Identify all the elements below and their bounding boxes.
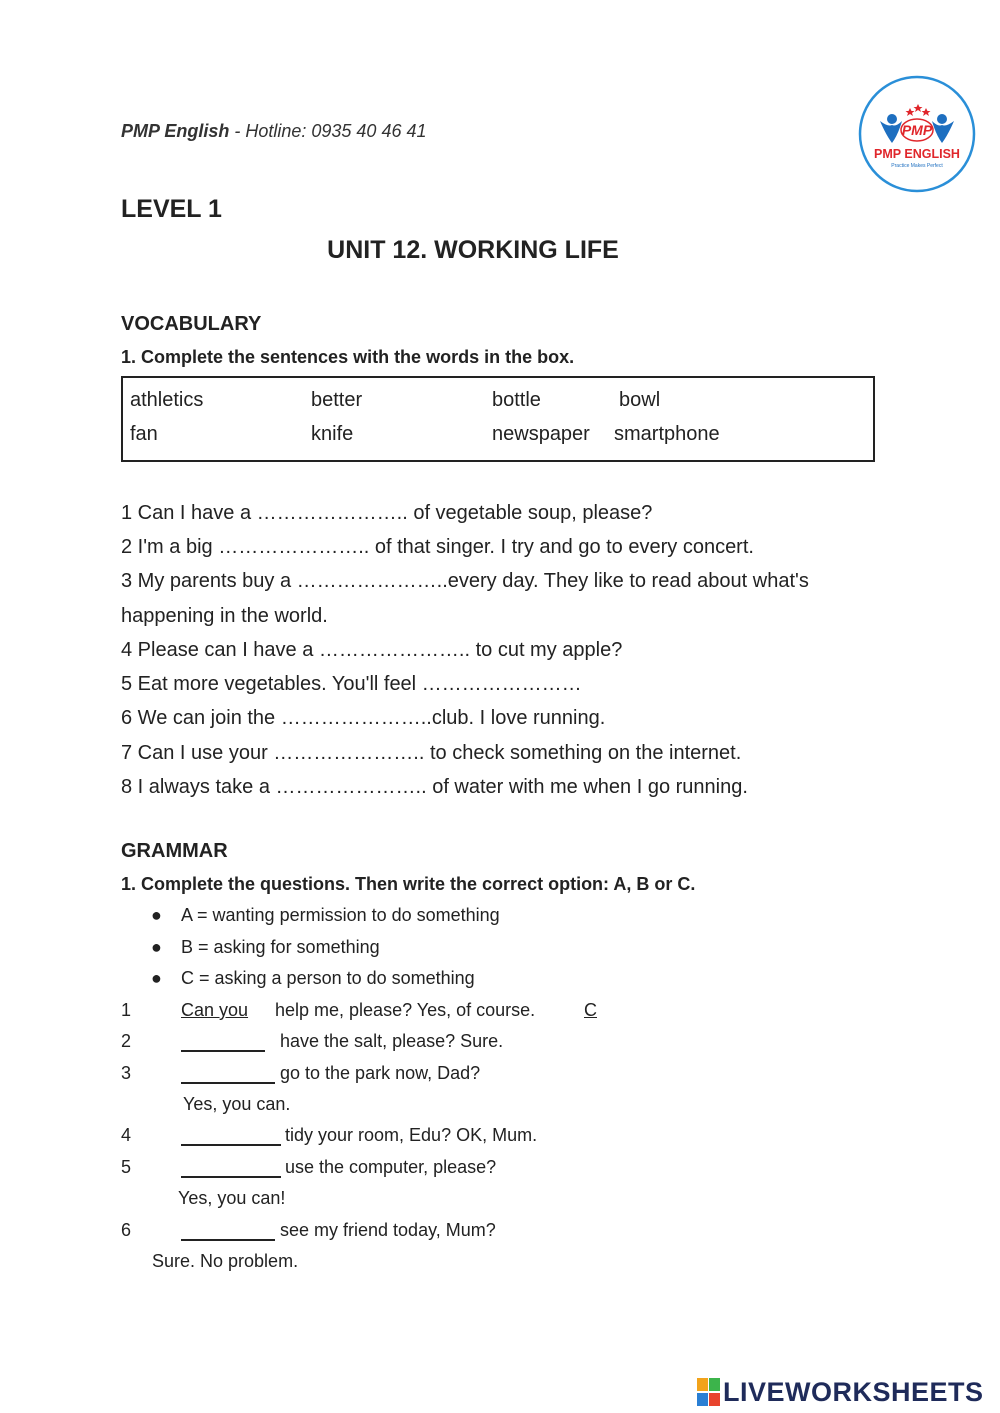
option-answer: C <box>584 1000 597 1020</box>
question-text: use the computer, please? <box>285 1157 497 1177</box>
level-title: LEVEL 1 <box>121 195 222 223</box>
question-text: tidy your room, Edu? OK, Mum. <box>285 1125 538 1145</box>
word-item: bowl <box>619 389 661 411</box>
question-text: go to the park now, Dad? <box>280 1063 481 1083</box>
word-box <box>121 376 875 462</box>
reply-text: Yes, you can! <box>178 1188 286 1208</box>
option-item: ● B = asking for something <box>151 937 380 957</box>
vocab-sentence: 1 Can I have a ………………….. of vegetable soup, please? <box>121 502 653 524</box>
hotline-text: - Hotline: 0935 40 46 41 <box>229 121 427 141</box>
liveworksheets-footer <box>697 1376 995 1410</box>
grammar-instruction: 1. Complete the questions. Then write the correct option: A, B or C. <box>121 874 696 894</box>
word-item: fan <box>130 423 158 445</box>
question-number: 2 <box>121 1031 132 1051</box>
liveworksheets-logo-icon <box>697 1378 721 1408</box>
logo-name: PMP ENGLISH <box>874 147 960 161</box>
answer-blank[interactable] <box>181 1158 281 1183</box>
brand-name: PMP English <box>121 121 230 141</box>
word-item: knife <box>311 423 354 445</box>
vocabulary-instruction: 1. Complete the sentences with the words in the box. <box>121 347 575 367</box>
reply-text: Yes, you can. <box>183 1094 291 1114</box>
vocab-sentence: 6 We can join the …………………..club. I love running. <box>121 707 606 729</box>
vocab-sentence: 3 My parents buy a …………………..every day. They like to read about what's <box>121 570 809 592</box>
answer-example: Can you <box>181 1000 249 1020</box>
option-item: ● C = asking a person to do something <box>151 968 475 988</box>
answer-blank[interactable] <box>181 1126 281 1151</box>
liveworksheets-text: LIVEWORKSHEETS <box>723 1377 984 1407</box>
logo-slogan: Practice Makes Perfect <box>891 163 943 169</box>
word-item: newspaper <box>492 423 590 445</box>
bullet-icon: ● <box>151 968 162 988</box>
bullet-icon: ● <box>151 905 162 925</box>
header-line <box>121 121 426 142</box>
answer-blank[interactable] <box>181 1032 265 1057</box>
question-number: 3 <box>121 1063 132 1083</box>
question-number: 1 <box>121 1000 132 1020</box>
unit-title: UNIT 12. WORKING LIFE <box>327 236 619 264</box>
answer-blank[interactable] <box>181 1064 275 1089</box>
vocab-sentence: 5 Eat more vegetables. You'll feel …………………… <box>121 673 582 695</box>
question-number: 5 <box>121 1157 132 1177</box>
vocabulary-heading: VOCABULARY <box>121 313 262 335</box>
question-text: see my friend today, Mum? <box>280 1220 496 1240</box>
answer-blank[interactable] <box>181 1221 275 1246</box>
question-text: help me, please? Yes, of course. <box>275 1000 536 1020</box>
option-item: ● A = wanting permission to do something <box>151 905 500 925</box>
question-number: 6 <box>121 1220 132 1240</box>
bullet-icon: ● <box>151 937 162 957</box>
word-item: better <box>311 389 363 411</box>
grammar-heading: GRAMMAR <box>121 840 228 862</box>
vocab-sentence: 7 Can I use your ………………….. to check something on the internet. <box>121 742 742 764</box>
vocab-sentence: 8 I always take a ………………….. of water with me when I go running. <box>121 776 748 798</box>
logo-letters: PMP <box>901 122 933 138</box>
vocab-sentence: 4 Please can I have a ………………….. to cut my apple? <box>121 639 623 661</box>
question-number: 4 <box>121 1125 132 1145</box>
question-text: have the salt, please? Sure. <box>280 1031 504 1051</box>
word-item: athletics <box>130 389 204 411</box>
vocab-sentence: 2 I'm a big ………………….. of that singer. I try and go to every concert. <box>121 536 754 558</box>
pmp-english-logo <box>858 75 976 193</box>
vocab-sentence: happening in the world. <box>121 605 328 627</box>
word-item: smartphone <box>614 423 720 445</box>
reply-text: Sure. No problem. <box>152 1251 299 1271</box>
word-item: bottle <box>492 389 541 411</box>
